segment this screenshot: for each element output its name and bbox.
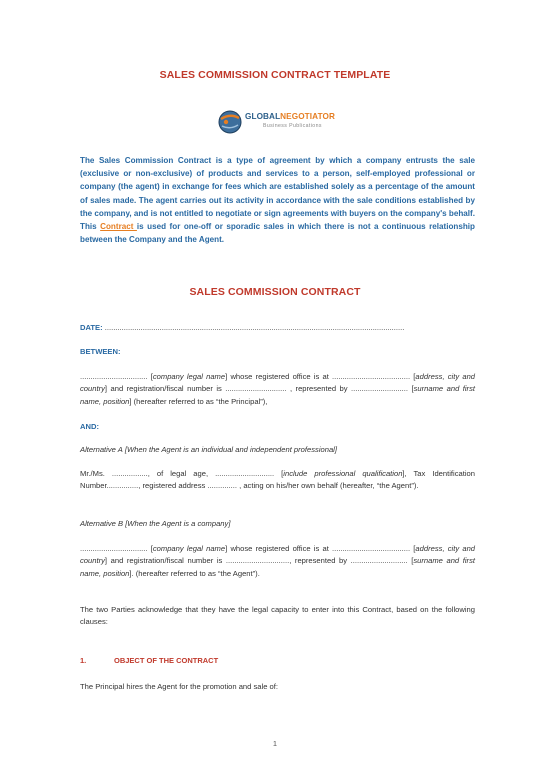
alternative-b-heading (80, 518, 475, 530)
alternative-a-paragraph (80, 468, 475, 493)
alt-b-italic-1: company legal name (152, 544, 226, 553)
logo-subtitle: Business Publications (263, 123, 322, 129)
alternative-b-desc: [When the Agent is a company] (125, 519, 231, 528)
principal-italic-3: surname and first name, position (80, 384, 475, 406)
alt-b-text-3: ] and registration/fiscal number is .............................., represented by ........................... [ (104, 556, 414, 566)
intro-paragraph (80, 154, 475, 246)
logo-name-part1: GLOBAL (245, 112, 281, 121)
alt-a-text-2: ], Tax Identification Number..............., registered address .............. , acting on his/her own behalf (hereafter, “the Agent”). (80, 469, 475, 491)
principal-italic-2: address, city and country (80, 372, 476, 394)
principal-text-3: ] and registration/fiscal number is ............................. , represented by ........................... [ (104, 384, 414, 394)
alt-b-italic-3: surname and first name, position (80, 556, 475, 578)
contract-link[interactable]: Contract (100, 222, 137, 232)
section-1-heading (80, 656, 218, 665)
logo-name-part2: NEGOTIATOR (280, 112, 335, 121)
date-line (80, 322, 475, 334)
globe-logo-icon (217, 109, 243, 135)
alternative-a-desc: [When the Agent is an individual and independent professional] (124, 445, 337, 454)
principal-paragraph (80, 371, 475, 408)
section-1-number: 1. (80, 656, 87, 665)
publisher-logo (217, 108, 337, 138)
alt-b-italic-2: address, city and country (80, 544, 476, 566)
document-title: SALES COMMISSION CONTRACT TEMPLATE (159, 69, 391, 81)
logo-name (245, 112, 335, 121)
hires-paragraph: The Principal hires the Agent for the promotion and sale of: (80, 682, 278, 691)
alt-b-text-1: ................................ [ (80, 544, 153, 553)
principal-text-1: ................................ [ (80, 372, 153, 381)
alt-b-text-2: ] whose registered office is at ..................................... [ (225, 544, 416, 553)
principal-italic-1: company legal name (152, 372, 226, 381)
principal-text-4: ] (hereafter referred to as “the Principal”), (129, 396, 268, 406)
date-label: DATE: (80, 323, 103, 332)
date-dots: .............................................................................................................................................. (102, 323, 405, 332)
principal-text-2: ] whose registered office is at ..................................... [ (225, 372, 416, 381)
alternative-a-label: Alternative A (80, 445, 123, 454)
alternative-a-heading (80, 444, 475, 456)
alt-a-text-1: Mr./Ms. ................., of legal age, ............................ [ (80, 469, 284, 478)
intro-text: The Sales Commission Contract is a type of agreement by which a company entrusts the sale (exclusive or non-exclusive) of products and services to a person, self-employed professional or company (the agent) in exchange for fees which are established solely as a percentage of the amount of sales made. The agent carries out its activity in accordance with the sale conditions established by the company, and is not entitled to negotiate or sign agreements with buyers on the company's behalf. This (80, 156, 475, 232)
alternative-b-paragraph (80, 543, 475, 580)
alternative-b-label: Alternative B (80, 519, 124, 528)
alt-b-text-4: ]. (hereafter referred to as “the Agent”). (129, 568, 260, 578)
between-label: BETWEEN: (80, 347, 121, 356)
contract-title: SALES COMMISSION CONTRACT (189, 286, 361, 298)
page-number: 1 (272, 739, 278, 748)
intro-text-end: is used for one-off or sporadic sales in which there is not a continuous relationship between the Company and the Agent. (80, 222, 476, 245)
acknowledge-paragraph: The two Parties acknowledge that they have the legal capacity to enter into this Contract, based on the following clauses: (80, 605, 475, 627)
and-label: AND: (80, 422, 99, 431)
section-1-title: OBJECT OF THE CONTRACT (114, 656, 219, 665)
alt-a-italic-1: include professional qualification (283, 469, 403, 478)
